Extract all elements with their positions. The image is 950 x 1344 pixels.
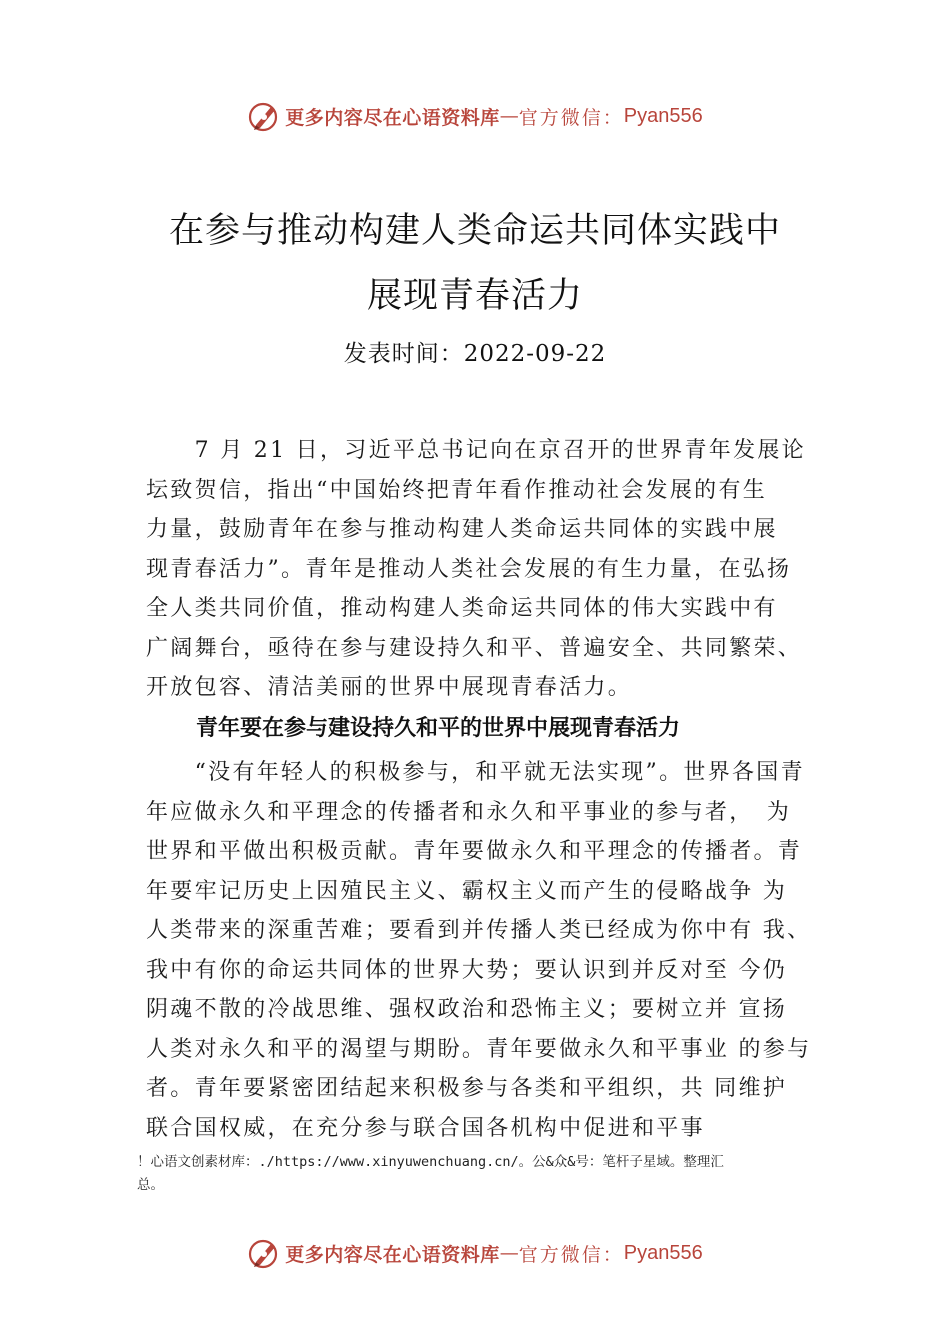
banner-wechat-id: Pyan556 [623,104,703,127]
text-line: 现青春活力”。青年是推动人类社会发展的有生力量，在弘扬 [146,556,792,582]
pen-logo-icon [247,1236,281,1270]
text-line: 7 月 21 日，习近平总书记向在京召开的世界青年发展论 [146,438,806,463]
text-line: 坛致贺信，指出“中国始终把青年看作推动社会发展的有生 [146,477,768,503]
footnote [137,1151,837,1197]
publish-time: 发表时间：2022-09-22 [343,341,607,367]
text-line: 我中有你的命运共同体的世界大势；要认识到并反对至 今仍 [146,957,788,983]
text-line: “没有年轻人的积极参与，和平就无法实现”。世界各国青 [146,760,805,785]
footer-banner [0,1233,950,1273]
paragraph-1 [146,431,826,708]
text-line: 者。青年要紧密团结起来积极参与各类和平组织，共 同维护 [146,1076,788,1101]
text-line: 全人类共同价值，推动构建人类命运共同体的伟大实践中有 [146,596,778,621]
section-heading: 青年要在参与建设持久和平的世界中展现青春活力 [196,716,681,741]
text-line: 人类对永久和平的渴望与期盼。青年要做永久和平事业 的参与 [146,1036,812,1062]
text-line: 力量，鼓励青年在参与推动构建人类命运共同体的实践中展 [146,517,778,542]
banner-wechat-label: 官方微信： [518,106,624,129]
footnote-line2: 总。 [137,1177,164,1193]
text-line: 开放包容、清洁美丽的世界中展现青春活力。 [146,675,633,700]
banner-wechat-label: 官方微信： [518,1243,624,1266]
article-title-line2: 展现青春活力 [366,276,583,316]
pen-logo-icon [247,99,281,133]
text-line: 世界和平做出积极贡献。青年要做永久和平理念的传播者。青 [146,839,803,864]
text-line: 年应做永久和平理念的传播者和永久和平事业的参与者， 为 [146,799,792,825]
article-title-line1: 在参与推动构建人类命运共同体实践中 [168,211,781,251]
text-line: 年要牢记历史上因殖民主义、霸权主义而产生的侵略战争 为 [146,878,788,904]
banner-text: 更多内容尽在心语资料库 [285,1243,500,1266]
banner-wechat-id: Pyan556 [623,1241,703,1264]
banner-text: 更多内容尽在心语资料库 [285,106,500,129]
footnote-line1: ！心语文创素材库：./https://www.xinyuwenchuang.cn/。公&众&号：笔杆子星域。整理汇 [137,1154,724,1170]
header-banner [0,96,950,136]
banner-dash: — [499,1242,519,1264]
text-line: 广阔舞台，亟待在参与建设持久和平、普遍安全、共同繁荣、 [146,635,803,661]
text-line: 阴魂不散的冷战思维、强权政治和恐怖主义；要树立并 宣扬 [146,997,788,1022]
banner-dash: — [499,105,519,127]
text-line: 联合国权威，在充分参与联合国各机构中促进和平事 [146,1115,705,1141]
text-line: 人类带来的深重苦难；要看到并传播人类已经成为你中有 我、 [146,918,812,943]
paragraph-2 [146,753,826,1148]
